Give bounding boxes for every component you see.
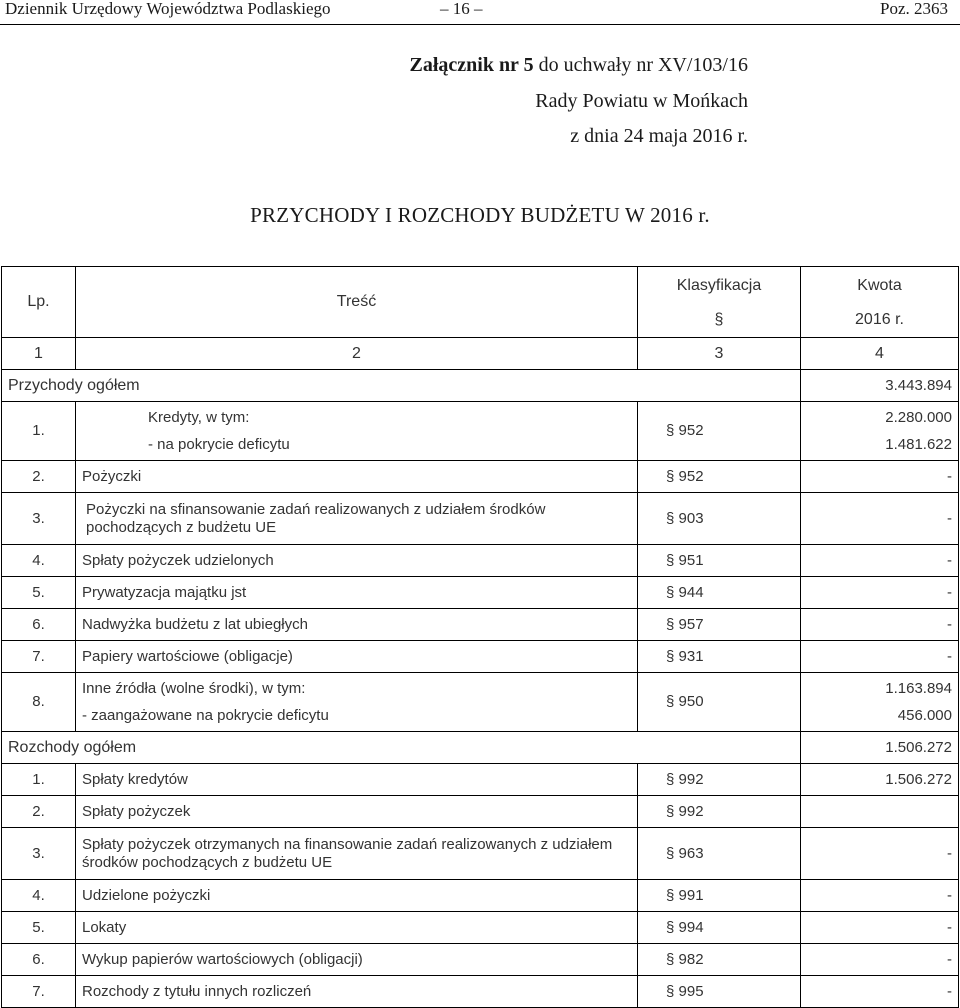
- expenditure-total-label: Rozchody ogółem: [2, 732, 801, 764]
- row-text: Lokaty: [76, 912, 638, 944]
- row-text-line: - na pokrycie deficytu: [148, 436, 290, 453]
- row-klasyfikacja: § 957: [638, 609, 801, 641]
- table-row: [2, 796, 959, 828]
- row-kwota: 1.506.272: [801, 764, 959, 796]
- header-klasyfikacja: [638, 267, 801, 338]
- row-kwota: -: [801, 912, 959, 944]
- row-klasyfikacja: § 950: [638, 673, 801, 732]
- row-lp: 5.: [2, 577, 76, 609]
- budget-table: [1, 266, 959, 1008]
- row-lp: 1.: [2, 764, 76, 796]
- row-lp: 8.: [2, 673, 76, 732]
- journal-name: Dziennik Urzędowy Województwa Podlaskiego: [5, 0, 331, 18]
- row-lp: 5.: [2, 912, 76, 944]
- page-number: – 16 –: [440, 0, 483, 18]
- row-klasyfikacja: § 991: [638, 880, 801, 912]
- row-kwota: [801, 402, 959, 461]
- table-row: [2, 944, 959, 976]
- annex-line-1: [409, 54, 748, 77]
- row-lp: 2.: [2, 461, 76, 493]
- table-header-row: [2, 267, 959, 338]
- row-klasyfikacja: § 982: [638, 944, 801, 976]
- table-row: [2, 880, 959, 912]
- table-row: [2, 402, 959, 461]
- row-text: Nadwyżka budżetu z lat ubiegłych: [76, 609, 638, 641]
- expenditure-total-row: [2, 732, 959, 764]
- header-klasyfikacja-label: Klasyfikacja: [676, 277, 762, 294]
- row-text-line: Inne źródła (wolne środki), w tym:: [82, 680, 306, 697]
- table-row: [2, 912, 959, 944]
- row-klasyfikacja: § 992: [638, 796, 801, 828]
- column-numbers-row: [2, 338, 959, 370]
- row-lp: 7.: [2, 976, 76, 1008]
- table-row: [2, 673, 959, 732]
- row-kwota-line: 1.163.894: [885, 680, 952, 697]
- row-klasyfikacja: § 992: [638, 764, 801, 796]
- expenditure-total-value: 1.506.272: [801, 732, 959, 764]
- table-row: [2, 641, 959, 673]
- row-text: Spłaty pożyczek otrzymanych na finansowanie zadań realizowanych z udziałem środków pochodzących z budżetu UE: [76, 828, 638, 880]
- row-kwota: [801, 796, 959, 828]
- income-total-row: [2, 370, 959, 402]
- row-lp: 7.: [2, 641, 76, 673]
- annex-line-3: z dnia 24 maja 2016 r.: [570, 125, 748, 147]
- row-text: Papiery wartościowe (obligacje): [76, 641, 638, 673]
- row-lp: 3.: [2, 493, 76, 545]
- col-number: 1: [2, 338, 76, 370]
- table-row: [2, 976, 959, 1008]
- row-lp: 4.: [2, 880, 76, 912]
- header-kwota-label: Kwota: [857, 277, 902, 294]
- header-klasyfikacja-symbol: §: [714, 311, 724, 328]
- row-text: Pożyczki na sfinansowanie zadań realizowanych z udziałem środków pochodzących z budżetu UE: [76, 493, 638, 545]
- row-klasyfikacja: § 994: [638, 912, 801, 944]
- annex-line-2: Rady Powiatu w Mońkach: [535, 90, 748, 112]
- annex-resolution: do uchwały nr XV/103/16: [533, 54, 748, 76]
- row-kwota: -: [801, 545, 959, 577]
- row-lp: 2.: [2, 796, 76, 828]
- row-kwota: -: [801, 461, 959, 493]
- row-text: Udzielone pożyczki: [76, 880, 638, 912]
- income-total-value: 3.443.894: [801, 370, 959, 402]
- row-klasyfikacja: § 951: [638, 545, 801, 577]
- table-row: [2, 493, 959, 545]
- row-text: [76, 402, 638, 461]
- table-row: [2, 828, 959, 880]
- row-text-line: Kredyty, w tym:: [148, 409, 250, 426]
- row-lp: 4.: [2, 545, 76, 577]
- row-text: Spłaty kredytów: [76, 764, 638, 796]
- annex-number: Załącznik nr 5: [409, 54, 534, 76]
- row-kwota-line: 1.481.622: [885, 436, 952, 453]
- row-kwota: -: [801, 944, 959, 976]
- table-row: [2, 609, 959, 641]
- row-klasyfikacja: § 952: [638, 402, 801, 461]
- row-text: Prywatyzacja majątku jst: [76, 577, 638, 609]
- row-klasyfikacja: § 903: [638, 493, 801, 545]
- row-text: Spłaty pożyczek: [76, 796, 638, 828]
- row-kwota: -: [801, 641, 959, 673]
- row-kwota: -: [801, 493, 959, 545]
- row-kwota-line: 456.000: [897, 707, 952, 724]
- row-kwota-line: 2.280.000: [885, 409, 952, 426]
- row-text: Pożyczki: [76, 461, 638, 493]
- row-klasyfikacja: § 952: [638, 461, 801, 493]
- row-klasyfikacja: § 995: [638, 976, 801, 1008]
- row-text-line: - zaangażowane na pokrycie deficytu: [82, 707, 329, 724]
- position-number: Poz. 2363: [880, 0, 948, 18]
- row-text: Wykup papierów wartościowych (obligacji): [76, 944, 638, 976]
- row-kwota: -: [801, 577, 959, 609]
- row-kwota: [801, 673, 959, 732]
- table-row: [2, 461, 959, 493]
- row-lp: 6.: [2, 944, 76, 976]
- table-row: [2, 545, 959, 577]
- col-number: 4: [801, 338, 959, 370]
- row-lp: 3.: [2, 828, 76, 880]
- row-kwota: -: [801, 976, 959, 1008]
- row-kwota: -: [801, 828, 959, 880]
- header-kwota: [801, 267, 959, 338]
- table-row: [2, 577, 959, 609]
- row-klasyfikacja: § 963: [638, 828, 801, 880]
- document-title: PRZYCHODY I ROZCHODY BUDŻETU W 2016 r.: [250, 203, 710, 227]
- table-row: [2, 764, 959, 796]
- header-tresc: Treść: [76, 267, 638, 338]
- page-header: [0, 0, 960, 25]
- row-text: Rozchody z tytułu innych rozliczeń: [76, 976, 638, 1008]
- col-number: 3: [638, 338, 801, 370]
- row-text: Spłaty pożyczek udzielonych: [76, 545, 638, 577]
- income-total-label: Przychody ogółem: [2, 370, 801, 402]
- row-klasyfikacja: § 944: [638, 577, 801, 609]
- header-kwota-year: 2016 r.: [855, 311, 904, 328]
- header-lp: Lp.: [2, 267, 76, 338]
- col-number: 2: [76, 338, 638, 370]
- row-kwota: -: [801, 880, 959, 912]
- row-klasyfikacja: § 931: [638, 641, 801, 673]
- row-kwota: -: [801, 609, 959, 641]
- row-lp: 1.: [2, 402, 76, 461]
- row-lp: 6.: [2, 609, 76, 641]
- row-text: [76, 673, 638, 732]
